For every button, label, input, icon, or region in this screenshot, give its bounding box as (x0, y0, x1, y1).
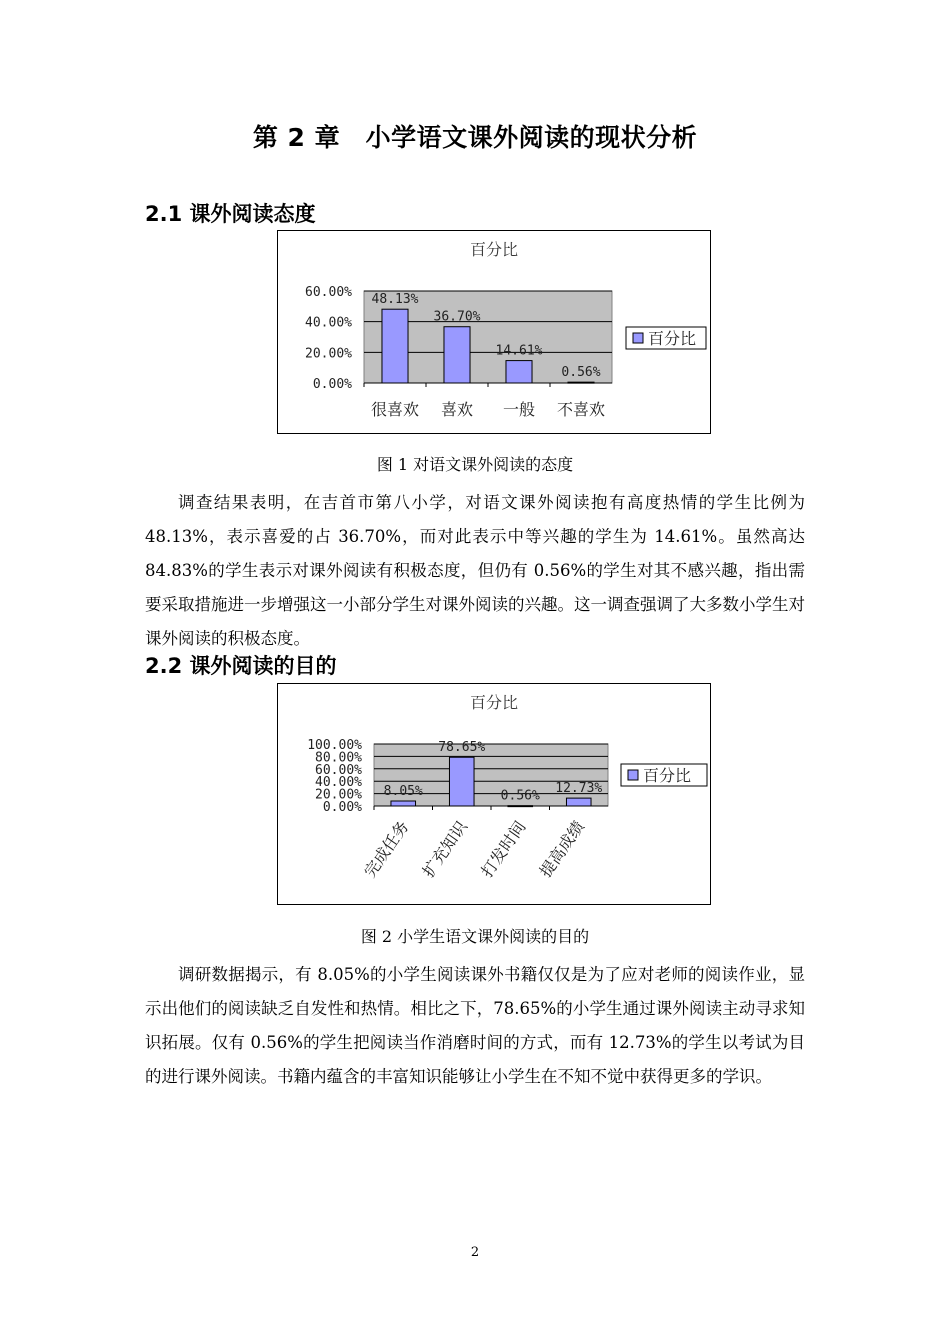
legend-swatch (633, 333, 643, 343)
figure-caption-1: 图 1 对语文课外阅读的态度 (376, 455, 574, 474)
y-tick-label: 0.00% (322, 800, 362, 815)
y-tick-label: 0.00% (312, 377, 352, 392)
bar (449, 757, 474, 806)
data-label: 36.70% (433, 309, 481, 325)
y-tick-label: 20.00% (315, 787, 362, 803)
data-label: 48.13% (371, 292, 419, 308)
data-label: 0.56% (500, 788, 540, 804)
chart-purpose-svg (278, 684, 710, 904)
x-category-label: 完成任务 (360, 817, 413, 881)
data-label: 8.05% (383, 784, 423, 800)
x-category-label: 喜欢 (440, 400, 474, 419)
data-label: 14.61% (495, 343, 543, 359)
x-category-label: 不喜欢 (556, 400, 606, 419)
y-tick-label: 80.00% (315, 750, 362, 766)
paragraph-text: 调研数据揭示，有 8.05%的小学生阅读课外书籍仅仅是为了应对老师的阅读作业，显示出他们的阅读缺乏自发性和热情。相比之下，78.65%的小学生通过课外阅读主动寻求知识拓展。仅有 0.56%的学生把阅读当作消磨时间的方式，而有 12.73%的学生以考试为目的进行课外阅读。书籍内蕴含的丰富知识能够让小学生在不知不觉中获得更多的学识。 (145, 965, 805, 1086)
x-category-label: 提高成绩 (535, 817, 589, 881)
bar (444, 327, 470, 383)
data-label: 0.56% (561, 365, 601, 381)
bar (568, 382, 594, 383)
bar (566, 798, 591, 806)
x-category-label: 很喜欢 (370, 400, 420, 419)
data-label: 78.65% (438, 740, 486, 756)
y-tick-label: 20.00% (305, 346, 352, 362)
paragraph-text: 调查结果表明，在吉首市第八小学，对语文课外阅读抱有高度热情的学生比例为 48.13%，表示喜爱的占 36.70%，而对此表示中等兴趣的学生为 14.61%。虽然高达 84.83%的学生表示对课外阅读有积极态度，但仍有 0.56%的学生对其不感兴趣，指出需要采取措施进一步增强这一小部分学生对课外阅读的兴趣。这一调查强调了大多数小学生对课外阅读的积极态度。 (145, 493, 805, 648)
bar (391, 801, 416, 806)
legend-label: 百分比 (643, 766, 692, 785)
legend-swatch (628, 770, 638, 780)
bar (508, 806, 533, 807)
section-heading-2-1: 2.1 课外阅读态度 (145, 202, 316, 226)
chart-attitude-svg (278, 231, 710, 433)
y-tick-label: 60.00% (305, 285, 352, 300)
data-label: 12.73% (555, 781, 603, 797)
paragraph-attitude (145, 486, 805, 656)
bar (382, 309, 408, 383)
y-tick-label: 40.00% (315, 775, 362, 791)
chapter-title: 第 2 章 小学语文课外阅读的现状分析 (252, 123, 698, 152)
chart-purpose (277, 683, 711, 905)
paragraph-purpose (145, 958, 805, 1094)
chart-title: 百分比 (469, 240, 519, 259)
figure-caption-2: 图 2 小学生语文课外阅读的目的 (360, 927, 590, 946)
section-heading-2-2: 2.2 课外阅读的目的 (145, 654, 337, 678)
x-category-label: 打发时间 (477, 817, 530, 881)
x-category-label: 一般 (502, 400, 536, 419)
chart-title: 百分比 (469, 693, 519, 712)
bar (506, 361, 532, 383)
chart-attitude (277, 230, 711, 434)
y-tick-label: 40.00% (305, 315, 352, 331)
y-tick-label: 100.00% (307, 738, 362, 753)
legend-label: 百分比 (648, 329, 697, 348)
page-number: 2 (470, 1245, 480, 1260)
x-category-label: 扩充知识 (418, 817, 472, 881)
y-tick-label: 60.00% (315, 762, 362, 778)
